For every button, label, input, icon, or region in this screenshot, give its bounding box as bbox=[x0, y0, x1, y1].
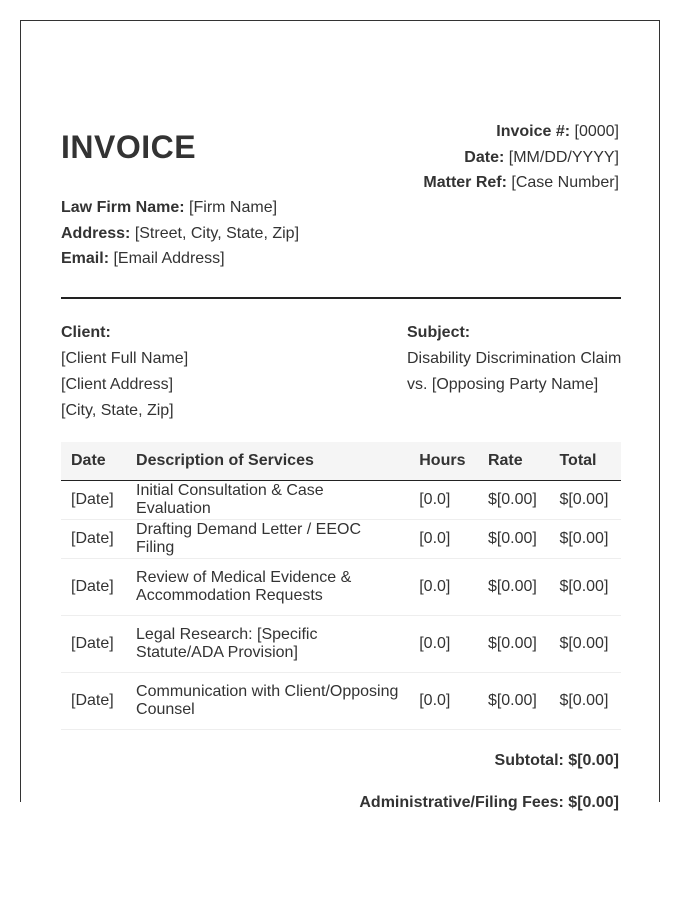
firm-address bbox=[61, 221, 299, 247]
client-city: [City, State, Zip] bbox=[61, 402, 174, 419]
firm-email-value: [Email Address] bbox=[113, 250, 225, 267]
table-row bbox=[61, 672, 621, 729]
row-rate: $[0.00] bbox=[478, 615, 550, 672]
invoice-date-value: [MM/DD/YYYY] bbox=[508, 148, 619, 166]
row-description: Communication with Client/Opposing Counsel bbox=[126, 672, 409, 729]
header-rate: Rate bbox=[478, 442, 550, 480]
client-block bbox=[61, 320, 188, 424]
row-rate: $[0.00] bbox=[478, 519, 550, 558]
filing-fees: Administrative/Filing Fees: $[0.00] bbox=[359, 794, 619, 811]
subject-line-1: Disability Discrimination Claim bbox=[407, 350, 622, 367]
row-total: $[0.00] bbox=[549, 672, 621, 729]
subtotal: Subtotal: $[0.00] bbox=[494, 752, 619, 769]
header-divider bbox=[61, 297, 621, 299]
row-total: $[0.00] bbox=[549, 615, 621, 672]
row-date: [Date] bbox=[61, 480, 126, 519]
client-address: [Client Address] bbox=[61, 376, 174, 393]
row-description: Initial Consultation & Case Evaluation bbox=[126, 480, 409, 519]
invoice-number-label: Invoice #: bbox=[496, 123, 571, 140]
header-total: Total bbox=[549, 442, 621, 480]
row-date: [Date] bbox=[61, 519, 126, 558]
table-row bbox=[61, 615, 621, 672]
table-row bbox=[61, 480, 621, 519]
row-total: $[0.00] bbox=[549, 519, 621, 558]
row-date: [Date] bbox=[61, 558, 126, 615]
firm-email-label: Email: bbox=[61, 250, 110, 267]
invoice-date-label: Date: bbox=[464, 148, 505, 166]
row-rate: $[0.00] bbox=[478, 672, 550, 729]
invoice-date bbox=[423, 145, 619, 171]
row-total: $[0.00] bbox=[549, 558, 621, 615]
row-description: Drafting Demand Letter / EEOC Filing bbox=[126, 519, 409, 558]
subject-block bbox=[407, 320, 621, 398]
matter-ref-label: Matter Ref: bbox=[423, 174, 507, 191]
table-row bbox=[61, 558, 621, 615]
firm-name bbox=[61, 195, 299, 221]
subject-line-2: vs. [Opposing Party Name] bbox=[407, 376, 599, 393]
subject-label: Subject: bbox=[407, 324, 471, 341]
row-date: [Date] bbox=[61, 615, 126, 672]
row-hours: [0.0] bbox=[409, 480, 478, 519]
firm-email bbox=[61, 246, 299, 272]
invoice-number-value: [0000] bbox=[574, 123, 619, 140]
firm-info bbox=[61, 195, 299, 272]
invoice-number bbox=[423, 119, 619, 145]
row-hours: [0.0] bbox=[409, 558, 478, 615]
row-hours: [0.0] bbox=[409, 672, 478, 729]
matter-ref bbox=[423, 170, 619, 196]
table-row bbox=[61, 519, 621, 558]
client-label: Client: bbox=[61, 324, 111, 341]
row-rate: $[0.00] bbox=[478, 558, 550, 615]
header-date: Date bbox=[61, 442, 126, 480]
invoice-page bbox=[20, 20, 660, 811]
row-description: Review of Medical Evidence & Accommodation Requests bbox=[126, 558, 409, 615]
invoice-title: INVOICE bbox=[61, 129, 197, 165]
client-name: [Client Full Name] bbox=[61, 350, 189, 367]
matter-ref-value: [Case Number] bbox=[511, 174, 619, 191]
firm-name-label: Law Firm Name: bbox=[61, 199, 185, 216]
invoice-meta bbox=[423, 119, 619, 196]
table-header-row bbox=[61, 442, 621, 480]
firm-name-value: [Firm Name] bbox=[189, 199, 278, 216]
services-table bbox=[61, 442, 621, 730]
row-total: $[0.00] bbox=[549, 480, 621, 519]
header-description: Description of Services bbox=[126, 442, 409, 480]
firm-address-value: [Street, City, State, Zip] bbox=[134, 224, 300, 242]
header-hours: Hours bbox=[409, 442, 478, 480]
row-date: [Date] bbox=[61, 672, 126, 729]
firm-address-label: Address: bbox=[61, 224, 131, 242]
row-hours: [0.0] bbox=[409, 519, 478, 558]
row-description: Legal Research: [Specific Statute/ADA Provision] bbox=[126, 615, 409, 672]
row-hours: [0.0] bbox=[409, 615, 478, 672]
row-rate: $[0.00] bbox=[478, 480, 550, 519]
